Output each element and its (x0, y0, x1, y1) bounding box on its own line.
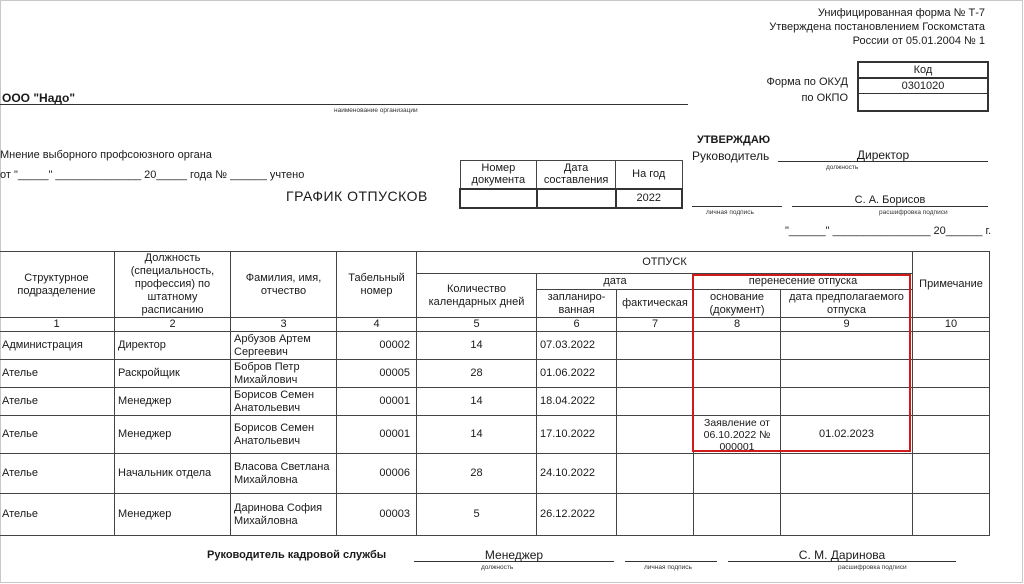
col-number: 4 (337, 318, 417, 332)
cell-note (913, 388, 990, 416)
cell-expected (781, 332, 913, 360)
table-row (0, 494, 990, 536)
header-transfer: перенесение отпуска (694, 274, 913, 290)
cell-name: Арбузов Артем Сергеевич (231, 332, 337, 360)
document-title: ГРАФИК ОТПУСКОВ (286, 188, 428, 204)
approval-signer: С. А. Борисов (854, 194, 926, 206)
cell-tab: 00003 (337, 494, 417, 536)
cell-position: Менеджер (115, 494, 231, 536)
header-division: Структурное подразделение (0, 252, 115, 318)
col-number: 10 (913, 318, 990, 332)
header-days: Количество календарных дней (417, 274, 537, 318)
cell-position: Директор (115, 332, 231, 360)
cell-note (913, 494, 990, 536)
col-number: 6 (537, 318, 617, 332)
header-note: Примечание (913, 252, 990, 318)
cell-planned: 24.10.2022 (537, 454, 617, 494)
cell-actual (617, 416, 694, 454)
doc-date-value (537, 189, 616, 208)
approval-date-line: "______" ________________ 20______ г. (785, 225, 992, 237)
code-header: Код (858, 62, 988, 78)
col-number: 2 (115, 318, 231, 332)
cell-name: Даринова София Михайловна (231, 494, 337, 536)
union-line: от "_____" ______________ 20_____ года № ______ учтено (0, 169, 305, 181)
cell-actual (617, 454, 694, 494)
doc-number-header: Номер документа (460, 161, 537, 189)
doc-date-header: Дата составления (537, 161, 616, 189)
cell-expected: 01.02.2023 (781, 416, 913, 454)
cell-name: Бобров Петр Михайлович (231, 360, 337, 388)
hr-position: Менеджер (484, 548, 544, 562)
col-number: 9 (781, 318, 913, 332)
cell-planned: 18.04.2022 (537, 388, 617, 416)
vacation-schedule-table (0, 251, 990, 536)
approval-decode-caption: расшифровка подписи (879, 209, 948, 216)
col-number: 7 (617, 318, 694, 332)
header-position: Должность (специальность, профессия) по штатному расписанию (115, 252, 231, 318)
cell-name: Борисов Семен Анатольевич (231, 388, 337, 416)
cell-expected (781, 494, 913, 536)
document-info-table (459, 160, 683, 209)
cell-note (913, 332, 990, 360)
cell-basis (694, 454, 781, 494)
cell-days: 14 (417, 388, 537, 416)
okpo-label: по ОКПО (801, 92, 848, 104)
header-expected: дата предполагаемого отпуска (781, 290, 913, 318)
col-number: 3 (231, 318, 337, 332)
cell-basis: Заявление от 06.10.2022 № 000001 (694, 416, 781, 454)
cell-expected (781, 454, 913, 494)
cell-position: Менеджер (115, 388, 231, 416)
cell-tab: 00002 (337, 332, 417, 360)
table-row (0, 454, 990, 494)
cell-division: Ателье (0, 454, 115, 494)
doc-year-value: 2022 (616, 189, 682, 208)
okud-label: Форма по ОКУД (766, 76, 848, 88)
table-row (0, 388, 990, 416)
header-planned: запланиро-ванная (537, 290, 617, 318)
header-tab: Табельный номер (337, 252, 417, 318)
okud-value: 0301020 (858, 78, 988, 94)
header-vacation: ОТПУСК (417, 252, 913, 274)
approval-title: УТВЕРЖДАЮ (697, 134, 771, 146)
header-actual: фактическая (617, 290, 694, 318)
header-name: Фамилия, имя, отчество (231, 252, 337, 318)
approval-signature-caption: личная подпись (706, 209, 754, 216)
form-approval: Утверждена постановлением Госкомстата (769, 21, 985, 33)
cell-days: 5 (417, 494, 537, 536)
approval-role-label: Руководитель (692, 149, 770, 163)
cell-position: Начальник отдела (115, 454, 231, 494)
cell-basis (694, 494, 781, 536)
cell-position: Раскройщик (115, 360, 231, 388)
hr-signature-label: Руководитель кадровой службы (207, 549, 387, 561)
cell-division: Ателье (0, 494, 115, 536)
cell-planned: 01.06.2022 (537, 360, 617, 388)
cell-tab: 00001 (337, 388, 417, 416)
okpo-value (858, 94, 988, 112)
doc-year-header: На год (616, 161, 682, 189)
cell-days: 28 (417, 454, 537, 494)
doc-number-value (460, 189, 537, 208)
cell-division: Ателье (0, 416, 115, 454)
form-number: Унифицированная форма № Т-7 (817, 7, 985, 19)
cell-note (913, 416, 990, 454)
hr-decode-caption: расшифровка подписи (838, 564, 907, 571)
cell-actual (617, 360, 694, 388)
table-row (0, 332, 990, 360)
cell-days: 14 (417, 332, 537, 360)
cell-actual (617, 388, 694, 416)
union-label: Мнение выборного профсоюзного органа (0, 149, 212, 161)
cell-name: Власова Светлана Михайловна (231, 454, 337, 494)
cell-planned: 07.03.2022 (537, 332, 617, 360)
table-row (0, 360, 990, 388)
cell-basis (694, 388, 781, 416)
cell-division: Ателье (0, 360, 115, 388)
cell-division: Администрация (0, 332, 115, 360)
cell-name: Борисов Семен Анатольевич (231, 416, 337, 454)
cell-note (913, 454, 990, 494)
cell-days: 28 (417, 360, 537, 388)
cell-tab: 00001 (337, 416, 417, 454)
cell-planned: 17.10.2022 (537, 416, 617, 454)
cell-actual (617, 332, 694, 360)
header-basis: основание (документ) (694, 290, 781, 318)
cell-days: 14 (417, 416, 537, 454)
hr-position-caption: должность (481, 564, 514, 571)
cell-tab: 00005 (337, 360, 417, 388)
col-number: 5 (417, 318, 537, 332)
cell-basis (694, 360, 781, 388)
cell-division: Ателье (0, 388, 115, 416)
cell-position: Менеджер (115, 416, 231, 454)
form-approval-date: России от 05.01.2004 № 1 (852, 35, 985, 47)
cell-actual (617, 494, 694, 536)
table-row (0, 416, 990, 454)
cell-expected (781, 360, 913, 388)
organization-name: ООО "Надо" (2, 91, 76, 105)
code-table (857, 61, 989, 112)
header-date-group: дата (537, 274, 694, 290)
col-number: 1 (0, 318, 115, 332)
hr-signer: С. М. Даринова (798, 548, 886, 562)
organization-caption: наименование организации (334, 107, 418, 114)
cell-planned: 26.12.2022 (537, 494, 617, 536)
cell-basis (694, 332, 781, 360)
approval-position-caption: должность (826, 164, 859, 171)
cell-expected (781, 388, 913, 416)
hr-signature-caption: личная подпись (644, 564, 692, 571)
cell-note (913, 360, 990, 388)
col-number: 8 (694, 318, 781, 332)
approval-role-value: Директор (856, 148, 910, 162)
cell-tab: 00006 (337, 454, 417, 494)
